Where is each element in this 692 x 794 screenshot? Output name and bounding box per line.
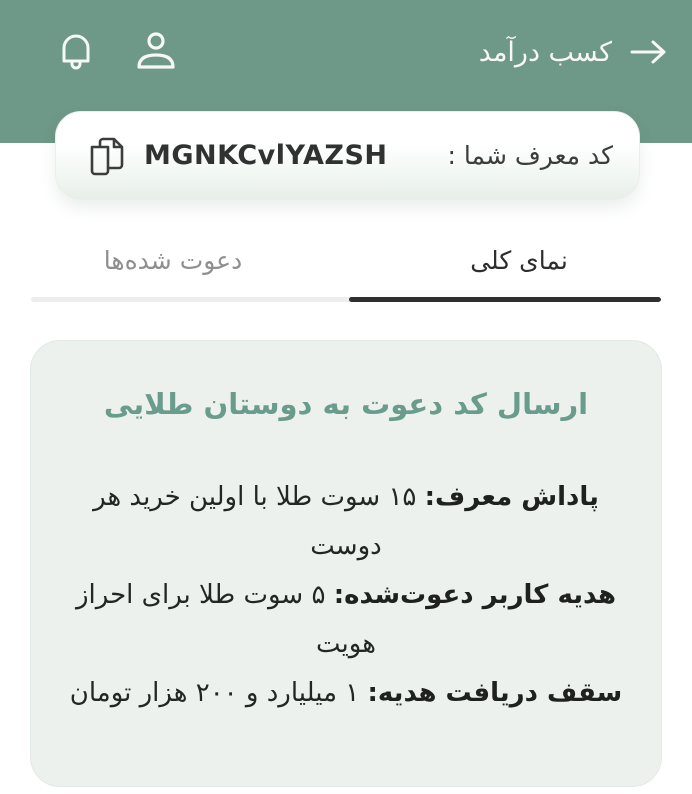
benefit-label: سقف دریافت هدیه: <box>367 678 623 708</box>
bell-icon <box>57 31 95 73</box>
copy-icon <box>88 135 126 177</box>
referral-code-value[interactable]: MGNKCvlYAZSH <box>144 140 388 171</box>
tab-underline-track <box>31 297 661 302</box>
active-tab-indicator <box>349 297 661 302</box>
benefit-text: ۵ سوت طلا برای احراز هویت <box>75 580 376 659</box>
notifications-button[interactable] <box>52 28 100 76</box>
header-icons <box>52 28 180 76</box>
tab-bar <box>0 238 692 302</box>
tab-invitees[interactable]: دعوت شده‌ها <box>103 246 243 275</box>
benefit-label: پاداش معرف: <box>424 482 599 512</box>
benefit-referrer-reward <box>93 482 599 561</box>
invite-benefits <box>69 473 623 718</box>
benefit-label: هدیه کاربر دعوت‌شده: <box>333 580 617 610</box>
page-title: کسب درآمد <box>478 36 612 68</box>
profile-button[interactable] <box>132 28 180 76</box>
person-icon <box>133 29 179 75</box>
invite-info-card <box>30 340 662 787</box>
invite-card-title: ارسال کد دعوت به دوستان طلایی <box>103 387 589 421</box>
benefit-invitee-gift <box>76 580 616 659</box>
back-arrow-icon <box>628 38 668 66</box>
tab-overview[interactable]: نمای کلی <box>470 246 568 275</box>
benefit-text: ۱ میلیارد و ۲۰۰ هزار تومان <box>69 678 360 708</box>
benefit-text: ۱۵ سوت طلا با اولین خرید هر دوست <box>93 482 417 561</box>
benefit-gift-cap <box>70 678 622 708</box>
back-button[interactable] <box>626 30 670 74</box>
referral-code-label: کد معرف شما : <box>447 141 613 170</box>
copy-code-button[interactable] <box>86 133 128 179</box>
referral-code-card <box>55 111 640 200</box>
